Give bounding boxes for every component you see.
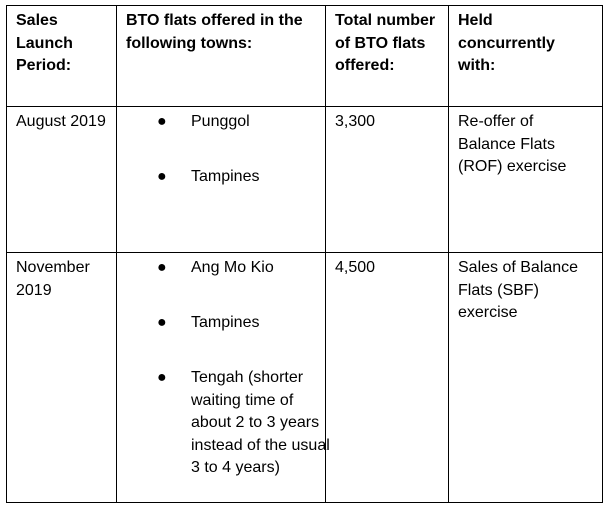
header-total-flats-text: Total number of BTO flats offered: [335, 12, 436, 74]
cell-period [7, 107, 117, 253]
header-total-flats [326, 6, 449, 107]
bto-table-container [6, 5, 603, 503]
cell-towns [117, 107, 326, 253]
bto-launch-table [6, 5, 603, 503]
period-text: November 2019 [16, 259, 90, 299]
town-name: Punggol [191, 113, 250, 130]
header-held-concurrently [449, 6, 603, 107]
town-list [126, 111, 316, 189]
list-item [157, 166, 316, 189]
held-with-text: Sales of Balance Flats (SBF) exercise [458, 259, 579, 321]
town-name: Tampines [191, 314, 260, 331]
list-item [157, 312, 316, 335]
bullet-icon: ● [157, 314, 167, 331]
header-sales-launch-period-text: Sales Launch Period: [16, 12, 73, 74]
held-with-text: Re-offer of Balance Flats (ROF) exercise [458, 113, 567, 175]
town-list [126, 257, 330, 480]
list-item [157, 257, 316, 280]
cell-total [326, 253, 449, 503]
cell-held-with [449, 107, 603, 253]
table-row [7, 253, 603, 503]
period-text: August 2019 [16, 113, 106, 130]
table-row [7, 107, 603, 253]
bullet-icon: ● [157, 369, 167, 386]
total-text: 4,500 [335, 259, 376, 276]
list-item [157, 367, 330, 480]
cell-held-with [449, 253, 603, 503]
bullet-icon: ● [157, 259, 167, 276]
cell-total [326, 107, 449, 253]
header-sales-launch-period [7, 6, 117, 107]
header-towns [117, 6, 326, 107]
town-name: Tampines [191, 168, 260, 185]
header-held-concurrently-text: Held concurrently with: [458, 12, 555, 74]
header-towns-text: BTO flats offered in the following towns: [126, 12, 303, 52]
total-text: 3,300 [335, 113, 376, 130]
town-name: Ang Mo Kio [191, 259, 274, 276]
table-header-row [7, 6, 603, 107]
town-name: Tengah (shorter waiting time of about 2 to 3 years instead of the usual 3 to 4 years) [191, 369, 330, 476]
bullet-icon: ● [157, 113, 167, 130]
bullet-icon: ● [157, 168, 167, 185]
cell-period [7, 253, 117, 503]
list-item [157, 111, 316, 134]
cell-towns [117, 253, 330, 503]
